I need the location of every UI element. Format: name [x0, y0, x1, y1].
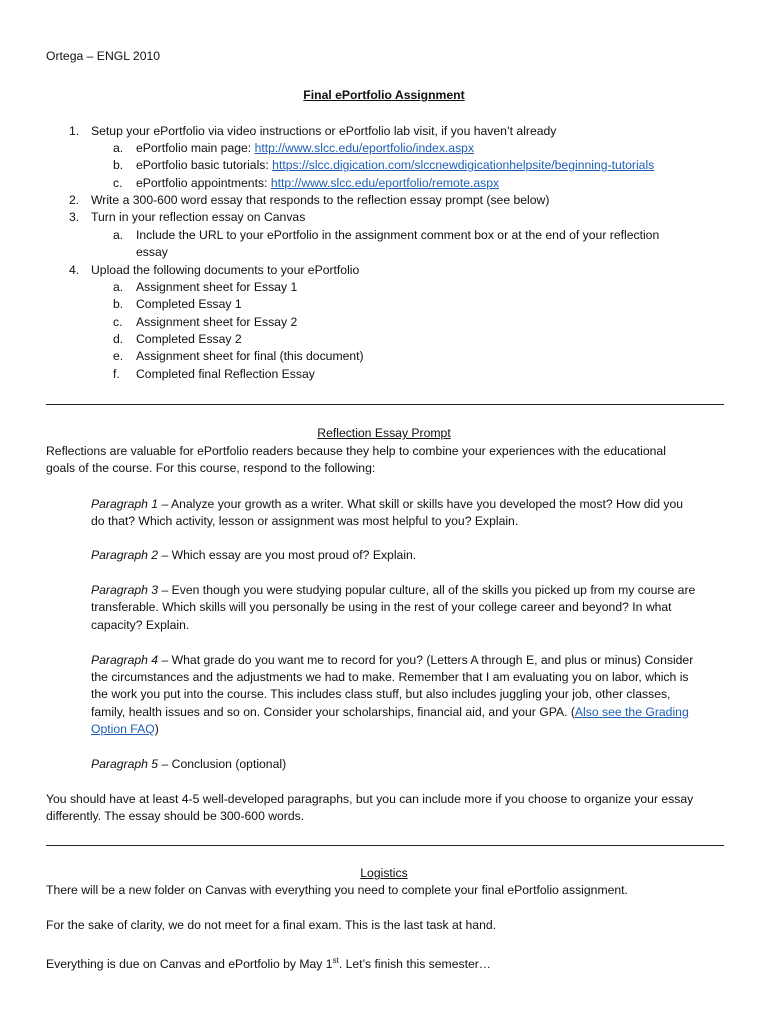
list-number: 3.	[69, 210, 80, 224]
list-sub-item: Assignment sheet for Essay 2	[136, 315, 298, 329]
list-number: 2.	[69, 193, 80, 207]
list-sub-item: Assignment sheet for Essay 1	[136, 280, 298, 294]
list-sub-item	[136, 175, 499, 192]
prompt-line: do that? Which activity, lesson or assignment was most helpful to you? Explain.	[91, 514, 519, 528]
reflection-title: Reflection Essay Prompt	[317, 426, 451, 440]
eportfolio-appointments-link[interactable]: http://www.slcc.edu/eportfolio/remote.aspx	[270, 176, 500, 190]
logistics-line: For the sake of clarity, we do not meet for a final exam. This is the last task at hand.	[46, 918, 497, 932]
prompt-text: – Conclusion (optional)	[158, 757, 287, 771]
sub-letter: a.	[113, 141, 124, 155]
list-item: Setup your ePortfolio via video instructions or ePortfolio lab visit, if you haven’t already	[91, 124, 557, 138]
course-header: Ortega – ENGL 2010	[46, 49, 161, 63]
closing-line: You should have at least 4-5 well-developed paragraphs, but you can include more if you choose to organize your essay	[46, 792, 694, 806]
reflection-intro-line: goals of the course. For this course, respond to the following:	[46, 461, 376, 475]
paragraph-2-prompt	[91, 547, 416, 564]
eportfolio-main-link[interactable]: http://www.slcc.edu/eportfolio/index.aspx	[254, 141, 475, 155]
list-number: 4.	[69, 263, 80, 277]
list-sub-item: Include the URL to your ePortfolio in the assignment comment box or at the end of your reflection	[136, 228, 660, 242]
sub-letter: a.	[113, 228, 124, 242]
closing-line: differently. The essay should be 300-600 words.	[46, 809, 305, 823]
paragraph-4-prompt	[91, 652, 693, 669]
list-sub-item: Completed Essay 2	[136, 332, 242, 346]
eportfolio-tutorials-link[interactable]: https://slcc.digication.com/slccnewdigicationhelpsite/beginning-tutorials	[272, 158, 655, 172]
sub-letter: f.	[113, 367, 120, 381]
paragraph-label: Paragraph 1	[91, 497, 159, 511]
logistics-due-date	[46, 952, 491, 973]
ordinal-suffix: st	[332, 956, 339, 965]
sub-letter: b.	[113, 297, 124, 311]
sub-label: ePortfolio appointments:	[136, 176, 271, 190]
sub-letter: b.	[113, 158, 124, 172]
list-number: 1.	[69, 124, 80, 138]
prompt-text: – Which essay are you most proud of? Explain.	[158, 548, 417, 562]
sub-letter: a.	[113, 280, 124, 294]
list-sub-item: Assignment sheet for final (this document)	[136, 349, 364, 363]
paragraph-1-prompt	[91, 496, 683, 513]
logistics-title: Logistics	[360, 866, 408, 880]
paragraph-3-prompt	[91, 582, 695, 599]
prompt-line: transferable. Which skills will you personally be using in the rest of your college career and beyond? In what	[91, 600, 672, 614]
list-item: Turn in your reflection essay on Canvas	[91, 210, 306, 224]
prompt-text: )	[154, 722, 159, 736]
prompt-line: the circumstances and the adjustments we had to make. Remember that I am evaluating you on labor, which is	[91, 670, 689, 684]
sub-letter: d.	[113, 332, 124, 346]
list-item: Upload the following documents to your ePortfolio	[91, 263, 360, 277]
sub-label: ePortfolio basic tutorials:	[136, 158, 273, 172]
section-divider	[46, 404, 724, 405]
assignment-title: Final ePortfolio Assignment	[303, 88, 465, 102]
sub-label: ePortfolio main page:	[136, 141, 255, 155]
sub-letter: c.	[113, 176, 123, 190]
paragraph-label: Paragraph 5	[91, 757, 159, 771]
list-sub-item: Completed final Reflection Essay	[136, 367, 315, 381]
sub-letter: e.	[113, 349, 124, 363]
prompt-line: capacity? Explain.	[91, 618, 190, 632]
list-sub-item	[136, 157, 654, 174]
logistics-line: There will be a new folder on Canvas with everything you need to complete your final ePortfolio assignment.	[46, 883, 628, 897]
prompt-text: family, health issues and so on. Consider your scholarships, financial aid, and your GPA. (	[91, 705, 575, 719]
paragraph-label: Paragraph 3	[91, 583, 159, 597]
list-sub-item	[136, 140, 474, 157]
prompt-text: – Even though you were studying popular culture, all of the skills you picked up from my course are	[158, 583, 696, 597]
paragraph-label: Paragraph 4	[91, 653, 159, 667]
due-text-end: . Let’s finish this semester…	[338, 957, 491, 972]
sub-letter: c.	[113, 315, 123, 329]
prompt-line	[91, 704, 689, 721]
list-item: Write a 300-600 word essay that responds to the reflection essay prompt (see below)	[91, 193, 550, 207]
prompt-line	[91, 721, 159, 738]
prompt-text: – Analyze your growth as a writer. What skill or skills have you developed the most? How did you	[158, 497, 684, 511]
grading-faq-link[interactable]: Also see the Grading	[574, 705, 689, 719]
paragraph-5-prompt	[91, 756, 286, 773]
paragraph-label: Paragraph 2	[91, 548, 159, 562]
list-sub-item-continued: essay	[136, 245, 168, 259]
prompt-text: – What grade do you want me to record for you? (Letters A through E, and plus or minus) Consider	[158, 653, 694, 667]
list-sub-item: Completed Essay 1	[136, 297, 242, 311]
section-divider	[46, 845, 724, 846]
grading-faq-link-continued[interactable]: Option FAQ	[91, 722, 155, 736]
reflection-intro-line: Reflections are valuable for ePortfolio readers because they help to combine your experiences with the educational	[46, 444, 666, 458]
due-text: Everything is due on Canvas and ePortfolio by May 1	[46, 957, 333, 972]
prompt-line: the work you put into the course. This includes class stuff, but also includes juggling your job, other classes,	[91, 687, 671, 701]
